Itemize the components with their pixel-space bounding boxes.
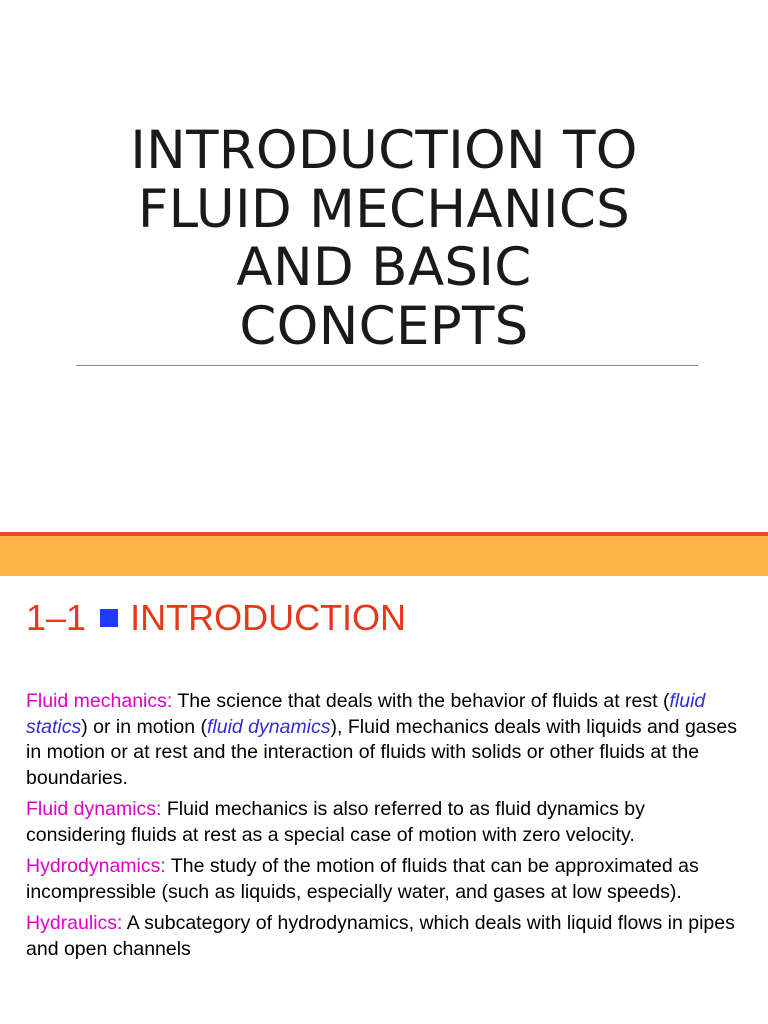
square-bullet-icon <box>100 609 118 627</box>
definition-term: Hydrodynamics: <box>26 855 166 877</box>
section-number: 1–1 <box>26 597 87 638</box>
section-heading <box>26 596 406 640</box>
definition-text: ) or in motion ( <box>81 715 207 738</box>
title-line: INTRODUCTION TO <box>130 120 638 181</box>
definition-text: A subcategory of hydrodynamics, which deals with liquid flows in pipes and open channels <box>26 912 735 960</box>
section-title: INTRODUCTION <box>130 597 407 638</box>
definition-paragraph <box>26 854 746 905</box>
title-line: FLUID MECHANICS <box>137 178 631 240</box>
definition-text: The science that deals with the behavior of fluids at rest ( <box>172 690 670 712</box>
definition-paragraph <box>26 911 746 962</box>
definition-paragraph <box>26 797 746 848</box>
definition-term: Fluid mechanics: <box>26 690 173 712</box>
page-title <box>60 122 708 356</box>
definition-text: ), Fluid mechanics deals with liquids and gases in motion or at rest and the interaction of fluids with solids or other fluids at the boundaries. <box>26 715 737 789</box>
definition-text: The study of the motion of fluids that can be approximated as incompressible (such as liquids, especially water, and gases at low speeds). <box>26 855 699 903</box>
definition-term: Fluid dynamics: <box>26 798 162 820</box>
title-line: AND BASIC <box>236 237 532 298</box>
emphasis-text: fluid dynamics <box>206 715 331 738</box>
definition-text: Fluid mechanics is also referred to as fluid dynamics by considering fluids at rest as a special case of motion with zero velocity. <box>26 798 645 846</box>
header-band <box>0 536 768 576</box>
definition-paragraph <box>26 689 746 791</box>
title-line: CONCEPTS <box>239 295 529 357</box>
definitions-list <box>26 689 746 968</box>
emphasis-text: fluid statics <box>26 690 706 738</box>
title-underline <box>76 365 698 366</box>
definition-term: Hydraulics: <box>26 912 123 934</box>
